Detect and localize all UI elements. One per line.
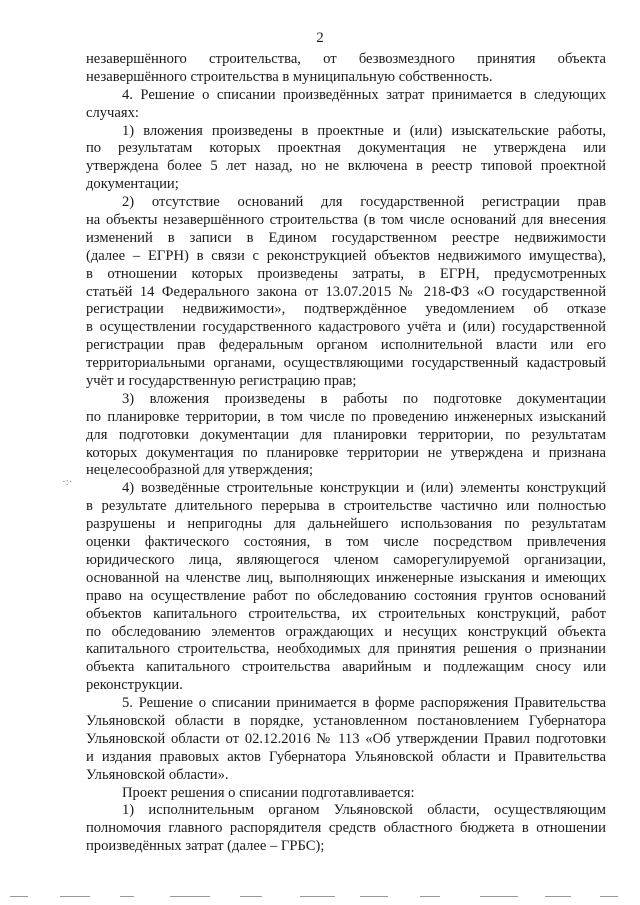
text-line: утверждена более 5 лет назад, но не включена в реестр типовой проектной: [86, 158, 606, 175]
text-line: право на осуществление работ по обследованию состояния грунтов оснований: [86, 587, 606, 604]
scan-speck: [170, 896, 210, 897]
text-line: документации;: [86, 176, 179, 193]
text-line: юридического лица, являющегося членом саморегулируемой организации,: [86, 551, 606, 568]
text-line: случаях:: [86, 104, 139, 121]
page-number: 2: [316, 30, 324, 46]
scan-speck: [300, 896, 335, 897]
scan-speck: [120, 896, 134, 897]
text-line: в результате длительного перерыва в строительстве частично или полностью: [86, 498, 606, 515]
text-line: Ульяновской области в порядке, установленном постановлением Губернатора: [86, 712, 606, 729]
scan-speck: [240, 896, 262, 897]
scan-speck: [360, 896, 388, 897]
text-line: по обследованию элементов ограждающих и несущих конструкций объекта: [86, 623, 606, 640]
text-line: 1) исполнительным органом Ульяновской области, осуществляющим: [122, 802, 606, 819]
text-line: незавершённого строительства в муниципальную собственность.: [86, 68, 493, 85]
text-line: статьёй 14 Федерального закона от 13.07.2015 № 218-ФЗ «О государственной: [86, 283, 606, 300]
scan-speck: [10, 896, 28, 897]
scan-artifact: ·:·: [62, 476, 73, 488]
text-line: объектов капитального строительства, их строительных конструкций, работ: [86, 605, 606, 622]
text-line: для подготовки документации для планировки территории, по результатам: [86, 426, 606, 443]
text-line: 4) возведённые строительные конструкции и (или) элементы конструкций: [122, 480, 606, 497]
text-line: на объекты незавершённого строительства (в том числе оснований для внесения: [86, 212, 606, 229]
scan-edge-artifact: [0, 893, 640, 901]
text-line: произведённых затрат (далее – ГРБС);: [86, 838, 325, 855]
scan-speck: [545, 896, 571, 897]
text-line: 1) вложения произведены в проектные и (или) изыскательские работы,: [122, 122, 606, 139]
text-line: и издания правовых актов Губернатора Ульяновской области и Правительства: [86, 748, 606, 765]
text-line: (далее – ЕГРН) в связи с реконструкцией объектов недвижимого имущества),: [86, 247, 606, 264]
text-line: Ульяновской области».: [86, 766, 229, 783]
text-line: разрушены и непригодны для дальнейшего использования по результатам: [86, 516, 606, 533]
text-line: в отношении которых произведены затраты, в ЕГРН, предусмотренных: [86, 265, 606, 282]
scan-speck: [420, 896, 440, 897]
text-line: незавершённого строительства, от безвозмездного принятия объекта: [86, 51, 606, 67]
text-line: капитального строительства, необходимых для принятия решения о признании: [86, 641, 606, 658]
text-line: территориальными органами, осуществляющими государственный кадастровый: [86, 355, 606, 372]
scan-speck: [600, 896, 618, 897]
text-line: объекта капитального строительства аварийным и подлежащим сносу или: [86, 659, 606, 676]
text-line: нецелесообразной для утверждения;: [86, 462, 313, 479]
text-line: оценки фактического состояния, в том числе посредством привлечения: [86, 534, 606, 551]
scan-speck: [480, 896, 518, 897]
text-line: Проект решения о списании подготавливается:: [122, 784, 415, 801]
text-line: 4. Решение о списании произведённых затрат принимается в следующих: [122, 86, 606, 103]
text-line: 5. Решение о списании принимается в форме распоряжения Правительства: [122, 695, 606, 712]
text-line: по результатам которых проектная документация не утверждена или: [86, 140, 606, 157]
text-line: которых документация по планировке территории не утверждена и признана: [86, 444, 606, 461]
document-body: [86, 51, 606, 856]
text-line: основанной на членстве лиц, выполняющих инженерные изыскания и имеющих: [86, 569, 606, 586]
text-line: учёт и государственную регистрацию прав;: [86, 373, 357, 390]
text-line: регистрации прав федеральным органом исполнительной власти или его: [86, 337, 606, 354]
scan-speck: [60, 896, 90, 897]
text-line: регистрации недвижимости», подтверждённое уведомлением об отказе: [86, 301, 606, 318]
text-line: в осуществлении государственного кадастрового учёта и (или) государственной: [86, 319, 606, 336]
text-line: Ульяновской области от 02.12.2016 № 113 «Об утверждении Правил подготовки: [86, 730, 606, 747]
text-line: изменений в записи в Едином государственном реестре недвижимости: [86, 229, 606, 246]
text-line: 2) отсутствие оснований для государственной регистрации прав: [122, 194, 606, 211]
text-line: реконструкции.: [86, 677, 183, 694]
text-line: полномочия главного распорядителя средств областного бюджета в отношении: [86, 820, 606, 837]
text-line: 3) вложения произведены в работы по подготовке документации: [122, 390, 606, 407]
text-line: по планировке территории, в том числе по проведению инженерных изысканий: [86, 408, 606, 425]
